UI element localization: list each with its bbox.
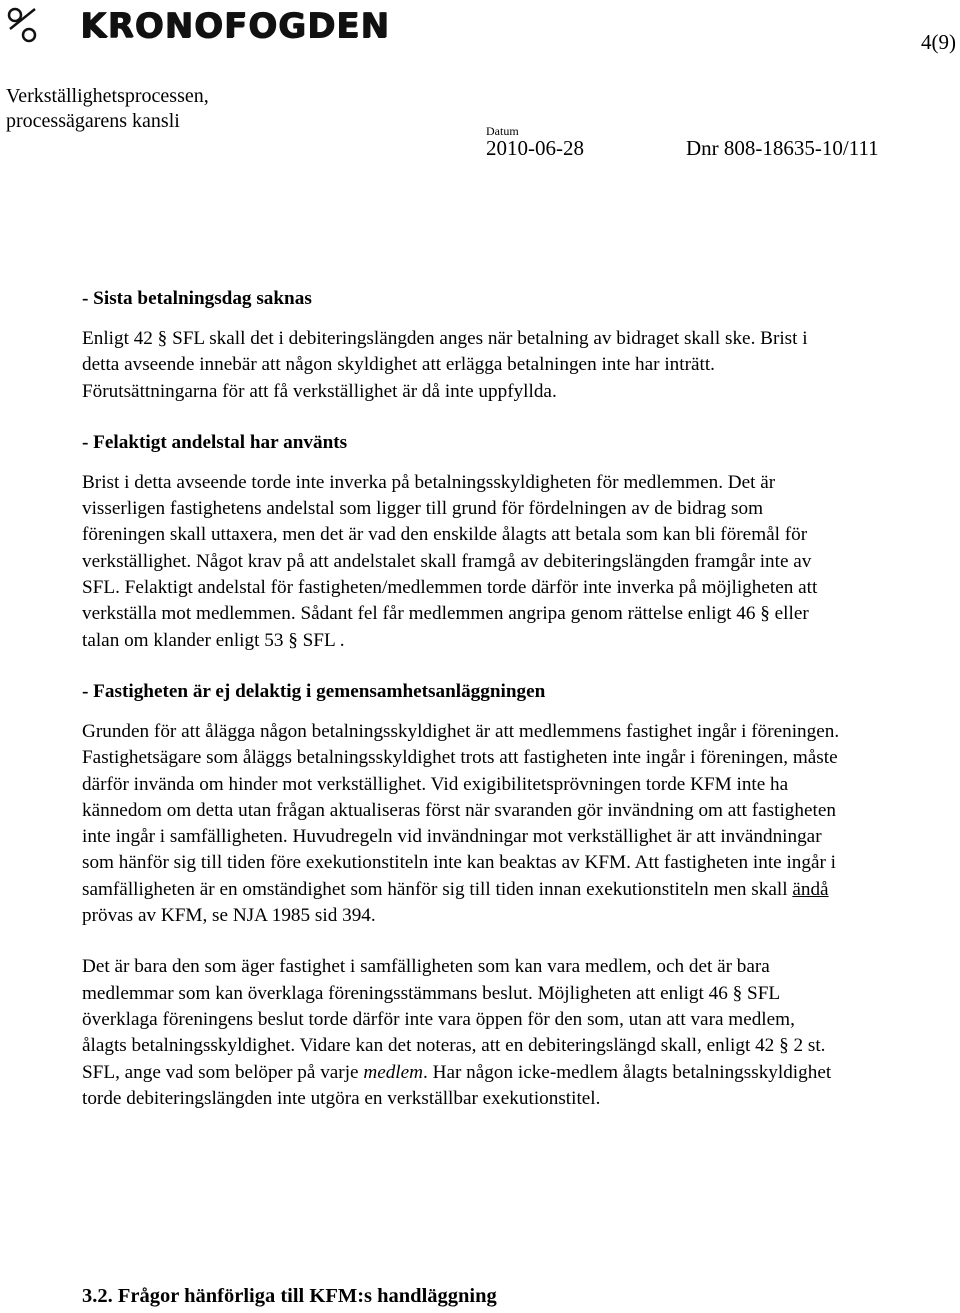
paragraph-wrong-share: Brist i detta avseende torde inte inverka på betalningsskyldigheten för medlemmen. Det är visserligen fastighetens andelstal som ligger till grund för fördelningen av de bidrag som föreningen skall uttaxera, men det är vad den enskilde ålagts att betala som kan bli föremål för verkställighet. Något krav på att andelstalet skall framgå av debiteringslängden framgår inte av SFL. Felaktigt andelstal för fastigheten/medlemmen torde därför inte inverka på möjligheten att verkställa mot medlemmen. Sådant fel får medlemmen angripa genom rättelse enligt 46 § eller talan om klander enligt 53 § SFL .: [82, 471, 818, 651]
document-body: [82, 286, 842, 1112]
paragraph-text: Det är bara den som äger fastighet i samfälligheten som kan vara medlem, och det är bara medlemmar som kan överklaga föreningsstämmans beslut. Möjligheten att enligt 46 § SFL överklaga föreningens beslut torde därför inte vara öppen för den som, utan att vara medlem, ålagts betalningsskyldighet. Vidare kan det noteras, att en debiteringslängd skall, enligt 42 § 2 st. SFL, ange vad som belöper på varje: [82, 956, 826, 1083]
unit-line-2: processägarens kansli: [6, 110, 180, 132]
chapter-heading: 3.2. Frågor hänförliga till KFM:s handläggning: [82, 1285, 497, 1307]
underlined-word: ändå: [792, 878, 829, 900]
sender-unit: [6, 84, 209, 134]
section-heading-wrong-share: - Felaktigt andelstal har använts: [82, 431, 348, 453]
section-heading-not-part-of-facility: - Fastigheten är ej delaktig i gemensamhetsanläggningen: [82, 680, 546, 702]
paragraph-text-end: prövas av KFM, se NJA 1985 sid 394.: [82, 905, 376, 927]
paragraph-missing-due-date: Enligt 42 § SFL skall det i debiteringslängden anges när betalning av bidraget skall ske. Brist i detta avseende innebär att någon skyldighet att erlägga betalningen inte har inträtt. Förutsättningarna för att få verkställighet är då inte uppfyllda.: [82, 328, 808, 402]
paragraph-not-part-of-facility-1: [82, 719, 842, 929]
paragraph-text-end: . Har någon icke-medlem ålagts betalningsskyldighet torde debiteringslängden inte utgöra en verkställbar exekutionstitel.: [82, 1061, 832, 1109]
section-heading-missing-due-date: - Sista betalningsdag saknas: [82, 288, 312, 309]
unit-line-1: Verkställighetsprocessen,: [6, 85, 209, 107]
logo-wordmark: KRONOFOGDEN: [80, 6, 390, 46]
percent-logo-icon: [6, 6, 40, 44]
paragraph-not-part-of-facility-2: [82, 954, 842, 1112]
case-number: Dnr 808-18635-10/111: [686, 136, 879, 160]
italic-word: medlem: [363, 1061, 424, 1083]
date-value: 2010-06-28: [486, 136, 584, 160]
page-number: 4(9): [921, 30, 956, 54]
paragraph-text: Grunden för att ålägga någon betalningsskyldighet är att medlemmens fastighet ingår i föreningen. Fastighetsägare som åläggs betalningsskyldighet trots att fastigheten inte ingår i föreningen, måste därför invända om hinder mot verkställighet. Vid exigibilitetsprövningen torde KFM inte ha kännedom om detta utan frågan aktualiseras först när svaranden gör invändning om att fastigheten inte ingår i samfälligheten. Huvudregeln vid invändningar mot verkställighet är att invändningar som hänför sig till tiden före exekutionstiteln inte kan beaktas av KFM. Att fastigheten inte ingår i samfälligheten är en omständighet som hänför sig till tiden innan exekutionstiteln men skall: [82, 720, 840, 900]
date-label: Datum: [486, 124, 519, 138]
